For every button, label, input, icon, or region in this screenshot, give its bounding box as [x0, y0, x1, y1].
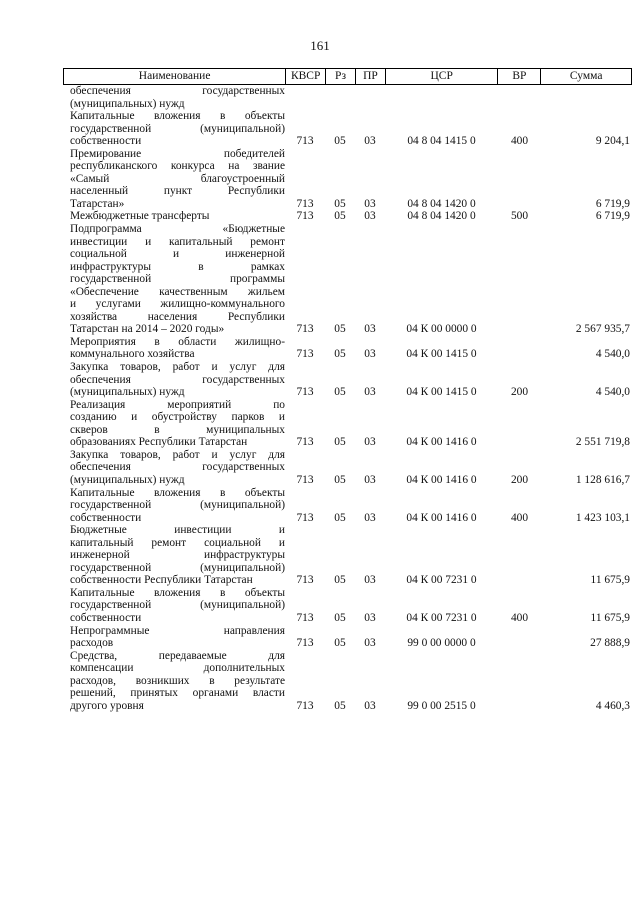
row-name-line: собственности: [70, 611, 142, 624]
row-name: [63, 85, 285, 110]
row-name: [63, 449, 285, 487]
table-row: [63, 336, 632, 361]
header-vr: ВР: [497, 69, 540, 84]
row-name-line: (муниципальных) нужд: [70, 473, 185, 486]
row-rz: 05: [334, 348, 346, 361]
table-header: [63, 68, 632, 85]
row-name-line: республиканского конкурса на звание: [70, 160, 285, 173]
row-pr: 03: [364, 574, 376, 587]
row-csr: 99 0 00 0000 0: [407, 637, 476, 650]
row-pr: 03: [364, 436, 376, 449]
row-name-line: Реализация мероприятий по: [70, 398, 285, 411]
row-rz: 05: [334, 210, 346, 223]
row-csr: 04 К 00 1415 0: [406, 386, 477, 399]
row-name: [63, 650, 285, 713]
row-sum: 2 551 719,8: [575, 436, 630, 449]
page-number: 161: [310, 38, 330, 53]
row-name-line: государственной (муниципальной): [70, 599, 285, 612]
row-name-line: решений, принятых органами власти: [70, 687, 285, 700]
row-vr: 500: [510, 210, 529, 223]
table-row: [63, 449, 632, 487]
row-pr: 03: [364, 637, 376, 650]
row-name-line: Премирование победителей: [70, 147, 285, 160]
row-pr: 03: [364, 611, 376, 624]
row-sum: 11 675,9: [590, 611, 630, 624]
table-row: [63, 210, 632, 223]
row-name-line: собственности: [70, 135, 142, 148]
row-csr: 04 К 00 7231 0: [406, 574, 477, 587]
row-kvsr: 713: [296, 511, 314, 524]
row-pr: 03: [364, 135, 376, 148]
row-csr: 04 К 00 1416 0: [406, 511, 477, 524]
row-sum: 1 423 103,1: [575, 511, 630, 524]
row-name-line: Мероприятия в области жилищно-: [70, 335, 285, 348]
row-csr: 04 К 00 1416 0: [406, 473, 477, 486]
row-name-line: Средства, передаваемые для: [70, 649, 285, 662]
row-sum: 2 567 935,7: [575, 323, 630, 336]
row-sum: 6 719,9: [595, 210, 630, 223]
row-name-line: капитальный ремонт социальной и: [70, 536, 285, 549]
row-name: [63, 625, 285, 650]
row-name: [63, 487, 285, 525]
row-rz: 05: [334, 511, 346, 524]
row-name-line: Капитальные вложения в объекты: [70, 586, 285, 599]
row-name-line: Межбюджетные трансферты: [70, 210, 210, 223]
row-name: [63, 361, 285, 399]
row-name-line: компенсации дополнительных: [70, 662, 285, 675]
row-kvsr: 713: [296, 386, 314, 399]
row-name-line: и услугами жилищно-коммунального: [70, 298, 285, 311]
row-name: [63, 399, 285, 449]
row-sum: 27 888,9: [590, 637, 630, 650]
row-csr: 04 К 00 7231 0: [406, 611, 477, 624]
row-kvsr: 713: [296, 699, 314, 712]
row-pr: 03: [364, 699, 376, 712]
row-name: [63, 148, 285, 211]
table-row: [63, 625, 632, 650]
row-pr: 03: [364, 386, 376, 399]
row-name-line: государственной (муниципальной): [70, 122, 285, 135]
row-name-line: хозяйства населения Республики: [70, 310, 285, 323]
row-name: [63, 223, 285, 336]
table-row: [63, 650, 632, 713]
row-kvsr: 713: [296, 197, 314, 210]
row-sum: 1 128 616,7: [575, 473, 630, 486]
row-name-line: Закупка товаров, работ и услуг для: [70, 448, 285, 461]
row-name-line: «Самый благоустроенный: [70, 172, 285, 185]
row-kvsr: 713: [296, 574, 314, 587]
header-kvsr: КВСР: [285, 69, 325, 84]
header-pr: ПР: [355, 69, 385, 84]
row-vr: 200: [510, 473, 529, 486]
row-name: [63, 336, 285, 361]
row-rz: 05: [334, 323, 346, 336]
row-name-line: Татарстан»: [70, 197, 125, 210]
row-kvsr: 713: [296, 473, 314, 486]
row-csr: 04 8 04 1420 0: [407, 197, 476, 210]
row-name: [63, 524, 285, 587]
row-vr: 200: [510, 386, 529, 399]
row-vr: 400: [510, 511, 529, 524]
row-rz: 05: [334, 386, 346, 399]
row-rz: 05: [334, 574, 346, 587]
header-sum: Сумма: [540, 69, 631, 84]
table-row: [63, 361, 632, 399]
table-row: [63, 148, 632, 211]
row-name-line: собственности Республики Татарстан: [70, 574, 253, 587]
row-name: [63, 110, 285, 148]
row-csr: 99 0 00 2515 0: [407, 699, 476, 712]
row-sum: 11 675,9: [590, 574, 630, 587]
row-sum: 4 540,0: [595, 348, 630, 361]
row-name: [63, 587, 285, 625]
row-csr: 04 К 00 1415 0: [406, 348, 477, 361]
row-rz: 05: [334, 637, 346, 650]
table-row: [63, 524, 632, 587]
row-rz: 05: [334, 699, 346, 712]
row-name-line: социальной и инженерной: [70, 248, 285, 261]
row-name-line: Татарстан на 2014 – 2020 годы»: [70, 323, 225, 336]
row-rz: 05: [334, 436, 346, 449]
row-kvsr: 713: [296, 323, 314, 336]
row-name-line: расходов, возникших в результате: [70, 674, 285, 687]
row-name-line: инженерной инфраструктуры: [70, 549, 285, 562]
row-name-line: созданию и обустройству парков и: [70, 411, 285, 424]
row-kvsr: 713: [296, 637, 314, 650]
row-vr: 400: [510, 611, 529, 624]
row-sum: 9 204,1: [595, 135, 630, 148]
row-csr: 04 8 04 1415 0: [407, 135, 476, 148]
row-name-line: расходов: [70, 637, 114, 650]
row-name-line: государственной программы: [70, 273, 285, 286]
row-sum: 4 540,0: [595, 386, 630, 399]
table-row: [63, 110, 632, 148]
row-name-line: Непрограммные направления: [70, 624, 285, 637]
row-name-line: Подпрограмма «Бюджетные: [70, 223, 285, 236]
row-kvsr: 713: [296, 611, 314, 624]
row-name-line: Закупка товаров, работ и услуг для: [70, 361, 285, 374]
row-name-line: другого уровня: [70, 699, 144, 712]
budget-table: [63, 68, 632, 712]
row-name-line: Капитальные вложения в объекты: [70, 110, 285, 123]
row-name-line: инфраструктуры в рамках: [70, 260, 285, 273]
row-name-line: (муниципальных) нужд: [70, 386, 185, 399]
table-row: [63, 399, 632, 449]
table-row: [63, 223, 632, 336]
row-name-line: обеспечения государственных: [70, 461, 285, 474]
row-csr: 04 8 04 1420 0: [407, 210, 476, 223]
table-body: [63, 85, 632, 712]
row-name-line: государственной (муниципальной): [70, 499, 285, 512]
header-csr: ЦСР: [385, 69, 498, 84]
row-name-line: Капитальные вложения в объекты: [70, 486, 285, 499]
row-pr: 03: [364, 210, 376, 223]
row-name-line: образованиях Республики Татарстан: [70, 436, 248, 449]
row-name: [63, 210, 285, 223]
row-name-line: (муниципальных) нужд: [70, 97, 185, 110]
row-name-line: обеспечения государственных: [70, 85, 285, 97]
row-kvsr: 713: [296, 436, 314, 449]
row-name-line: населенный пункт Республики: [70, 185, 285, 198]
row-name-line: собственности: [70, 511, 142, 524]
row-name-line: коммунального хозяйства: [70, 348, 195, 361]
row-pr: 03: [364, 348, 376, 361]
row-pr: 03: [364, 197, 376, 210]
header-name: Наименование: [138, 70, 211, 82]
row-rz: 05: [334, 473, 346, 486]
row-vr: 400: [510, 135, 529, 148]
row-name-line: инвестиции и капитальный ремонт: [70, 235, 285, 248]
row-name-line: скверов в муниципальных: [70, 423, 285, 436]
row-csr: 04 К 00 0000 0: [406, 323, 477, 336]
row-name-line: Бюджетные инвестиции и: [70, 524, 285, 537]
row-csr: 04 К 00 1416 0: [406, 436, 477, 449]
table-row: [63, 487, 632, 525]
row-sum: 4 460,3: [595, 699, 630, 712]
header-rz: Рз: [325, 69, 355, 84]
row-kvsr: 713: [296, 348, 314, 361]
row-pr: 03: [364, 323, 376, 336]
table-row: [63, 587, 632, 625]
row-pr: 03: [364, 473, 376, 486]
row-kvsr: 713: [296, 210, 314, 223]
row-name-line: обеспечения государственных: [70, 373, 285, 386]
row-rz: 05: [334, 135, 346, 148]
row-rz: 05: [334, 611, 346, 624]
row-rz: 05: [334, 197, 346, 210]
row-name-line: государственной (муниципальной): [70, 561, 285, 574]
row-sum: 6 719,9: [595, 197, 630, 210]
table-row: [63, 85, 632, 110]
row-pr: 03: [364, 511, 376, 524]
row-kvsr: 713: [296, 135, 314, 148]
row-name-line: «Обеспечение качественным жильем: [70, 285, 285, 298]
